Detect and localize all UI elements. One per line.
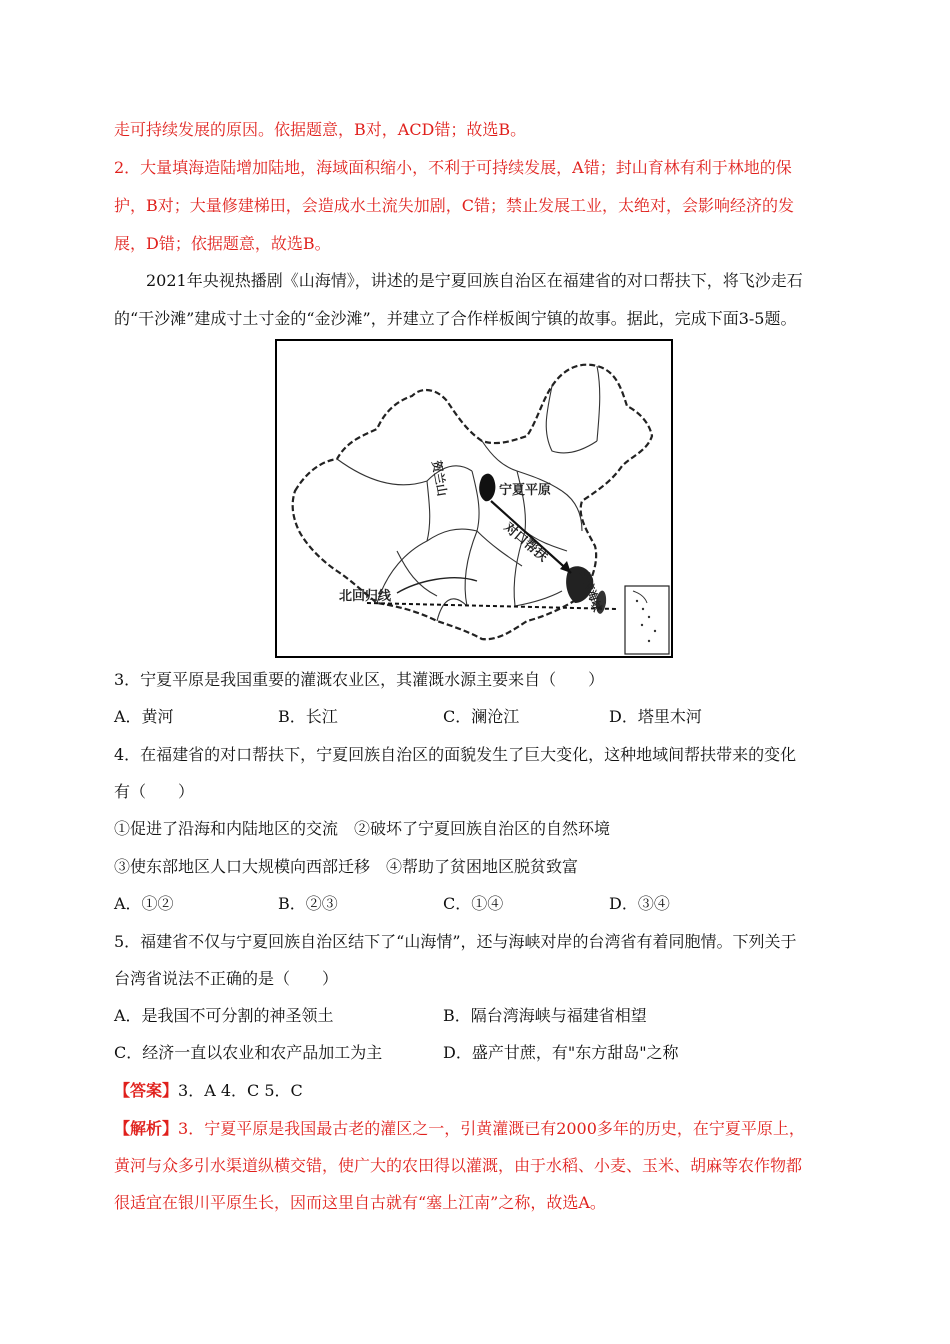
q4-option-a[interactable]: A．①②: [114, 894, 174, 913]
q4-items-1-2: ①促进了沿海和内陆地区的交流 ②破坏了宁夏回族自治区的自然环境: [114, 819, 611, 838]
south-sea-inset: [625, 586, 669, 654]
helan-mountain-label: 贺兰山: [429, 459, 450, 498]
china-map-figure: [275, 339, 673, 658]
q5-option-b[interactable]: B．隔台湾海峡与福建省相望: [443, 1006, 647, 1025]
q3-stem: 3．宁夏平原是我国重要的灌溉农业区，其灌溉水源主要来自（ ）: [114, 670, 605, 689]
duikou-bangfu-label: 对口帮扶: [500, 520, 551, 565]
answer-text: 3．A 4．C 5．C: [178, 1081, 303, 1100]
analysis-text-1: 3．宁夏平原是我国最古老的灌区之一，引黄灌溉已有2000多年的历史，在宁夏平原上，: [178, 1119, 805, 1138]
q3-option-b[interactable]: B．长江: [278, 707, 338, 726]
intro-line-2: 的“干沙滩”建成寸土寸金的“金沙滩”，并建立了合作样板闽宁镇的故事。据此，完成下面3-5题。: [114, 309, 797, 328]
q5-option-d[interactable]: D．盛产甘蔗，有"东方甜岛"之称: [443, 1043, 679, 1062]
q5-option-a[interactable]: A．是我国不可分割的神圣领土: [114, 1006, 334, 1025]
q4-option-c[interactable]: C．①④: [443, 894, 504, 913]
answer-label: 【答案】: [114, 1081, 179, 1100]
analysis-label: 【解析】: [114, 1119, 179, 1138]
q3-option-c[interactable]: C．澜沧江: [443, 707, 520, 726]
prev-explanation-line-1: 走可持续发展的原因。依据题意，B对，ACD错；故选B。: [114, 120, 527, 139]
answer-line: [114, 1079, 303, 1103]
q5-option-c[interactable]: C．经济一直以农业和农产品加工为主: [114, 1043, 383, 1062]
q4-items-3-4: ③使东部地区人口大规模向西部迁移 ④帮助了贫困地区脱贫致富: [114, 857, 579, 876]
q4-option-d[interactable]: D．③④: [609, 894, 670, 913]
ningxia-plain-label: 宁夏平原: [499, 483, 552, 498]
q4-stem-line-2: 有（ ）: [114, 782, 195, 801]
analysis-line-3: 很适宜在银川平原生长，因而这里自古就有“塞上江南”之称，故选A。: [114, 1193, 606, 1212]
taiwan-strait-label: 台湾海峡: [576, 567, 605, 614]
prev-explanation-line-2: 2．大量填海造陆增加陆地，海域面积缩小，不利于可持续发展，A错；封山育林有利于林地的保: [114, 158, 792, 177]
q5-stem-line-1: 5．福建省不仅与宁夏回族自治区结下了“山海情”，还与海峡对岸的台湾省有着同胞情。下列关于: [114, 932, 797, 951]
intro-line-1: 2021年央视热播剧《山海情》，讲述的是宁夏回族自治区在福建省的对口帮扶下，将飞沙走石: [146, 271, 803, 290]
province-boundaries: [337, 366, 600, 621]
china-map-drawing: [277, 341, 671, 656]
prev-explanation-line-3: 护，B对；大量修建梯田，会造成水土流失加剧，C错；禁止发展工业，太绝对，会影响经济的发: [114, 196, 795, 215]
analysis-line-2: 黄河与众多引水渠道纵横交错，使广大的农田得以灌溉，由于水稻、小麦、玉米、胡麻等农作物都: [114, 1156, 803, 1175]
q3-option-a[interactable]: A．黄河: [114, 707, 174, 726]
q5-stem-line-2: 台湾省说法不正确的是（ ）: [114, 969, 339, 988]
ningxia-region: [479, 474, 495, 502]
support-arrow-head: [560, 561, 571, 573]
prev-explanation-line-4: 展，D错；依据题意，故选B。: [114, 234, 331, 253]
q4-option-b[interactable]: B．②③: [278, 894, 338, 913]
q3-option-d[interactable]: D．塔里木河: [609, 707, 702, 726]
q4-stem-line-1: 4．在福建省的对口帮扶下，宁夏回族自治区的面貌发生了巨大变化，这种地域间帮扶带来的变化: [114, 745, 797, 764]
tropic-of-cancer-label: 北回归线: [339, 589, 392, 604]
analysis-line-1: [114, 1117, 805, 1141]
